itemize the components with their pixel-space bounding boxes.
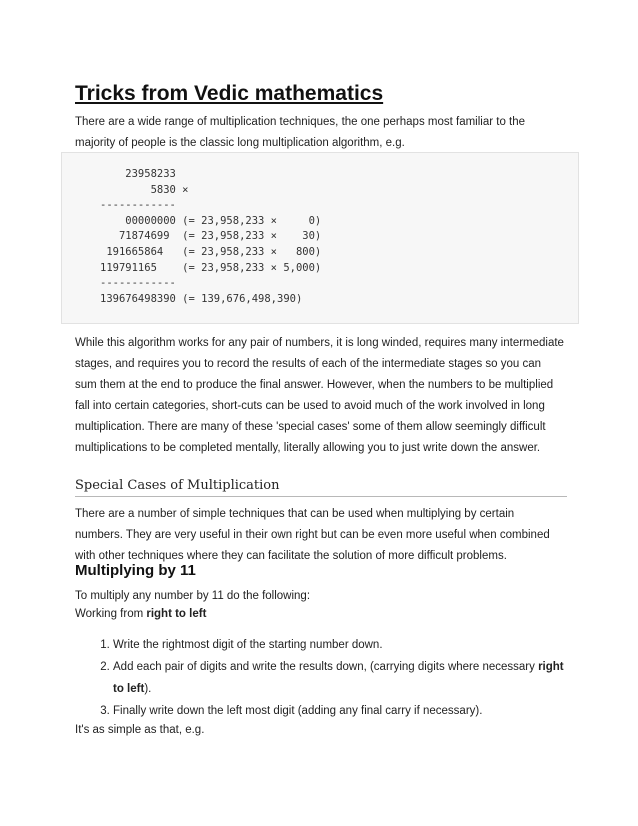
step-suffix: ). bbox=[144, 683, 152, 695]
instruction-line-1: To multiply any number by 11 do the following: bbox=[75, 590, 311, 602]
long-multiplication-example: 23958233 5830 × ------------ 00000000 (= 23,958,233 × 0) 71874699 (= 23,958,233 × 30) 191665864 (= 23,958,233 × 800) 119791165 (= 23,958,233 × 5,000) ------------ 139676498390 (= 139,676,498,390) bbox=[100, 168, 322, 305]
step-text: Add each pair of digits and write the results down, (carrying digits where necessary bbox=[113, 661, 539, 673]
after-code-paragraph: While this algorithm works for any pair of numbers, it is long winded, requires many intermediate stages, and requires you to record the results of each of the intermediate stages so you can sum them at the end to produce the final answer. However, when the numbers to be multiplied fall into certain categories, short-cuts can be used to avoid much of the work involved in long multiplication. There are many of these 'special cases' some of them allow seemingly difficult multiplications to be completed mentally, literally allowing you to just write down the answer. bbox=[75, 337, 564, 454]
steps-list bbox=[75, 634, 565, 722]
page-title: Tricks from Vedic mathematics bbox=[75, 82, 384, 105]
step-text: Finally write down the left most digit (adding any final carry if necessary). bbox=[113, 705, 483, 717]
subheading: Multiplying by 11 bbox=[75, 562, 196, 579]
section-divider bbox=[75, 496, 567, 497]
instruction-line-2 bbox=[75, 604, 565, 625]
closing-paragraph: It's as simple as that, e.g. bbox=[75, 724, 205, 736]
instruction-emphasis: right to left bbox=[146, 608, 207, 620]
list-item bbox=[113, 700, 565, 722]
instruction-prefix: Working from bbox=[75, 608, 147, 620]
step-emphasis: right to left bbox=[113, 661, 564, 695]
section-heading: Special Cases of Multiplication bbox=[75, 478, 280, 493]
intro-paragraph: There are a wide range of multiplication techniques, the one perhaps most familiar to the majority of people is the classic long multiplication algorithm, e.g. bbox=[75, 116, 526, 149]
section-intro-paragraph: There are a number of simple techniques that can be used when multiplying by certain numbers. They are very useful in their own right but can be even more useful when combined with other techniques where they can facilitate the solution of more difficult problems. bbox=[75, 508, 550, 562]
step-text: Write the rightmost digit of the starting number down. bbox=[113, 639, 383, 651]
list-item bbox=[113, 634, 565, 656]
code-block bbox=[61, 152, 579, 324]
list-item bbox=[113, 656, 565, 700]
